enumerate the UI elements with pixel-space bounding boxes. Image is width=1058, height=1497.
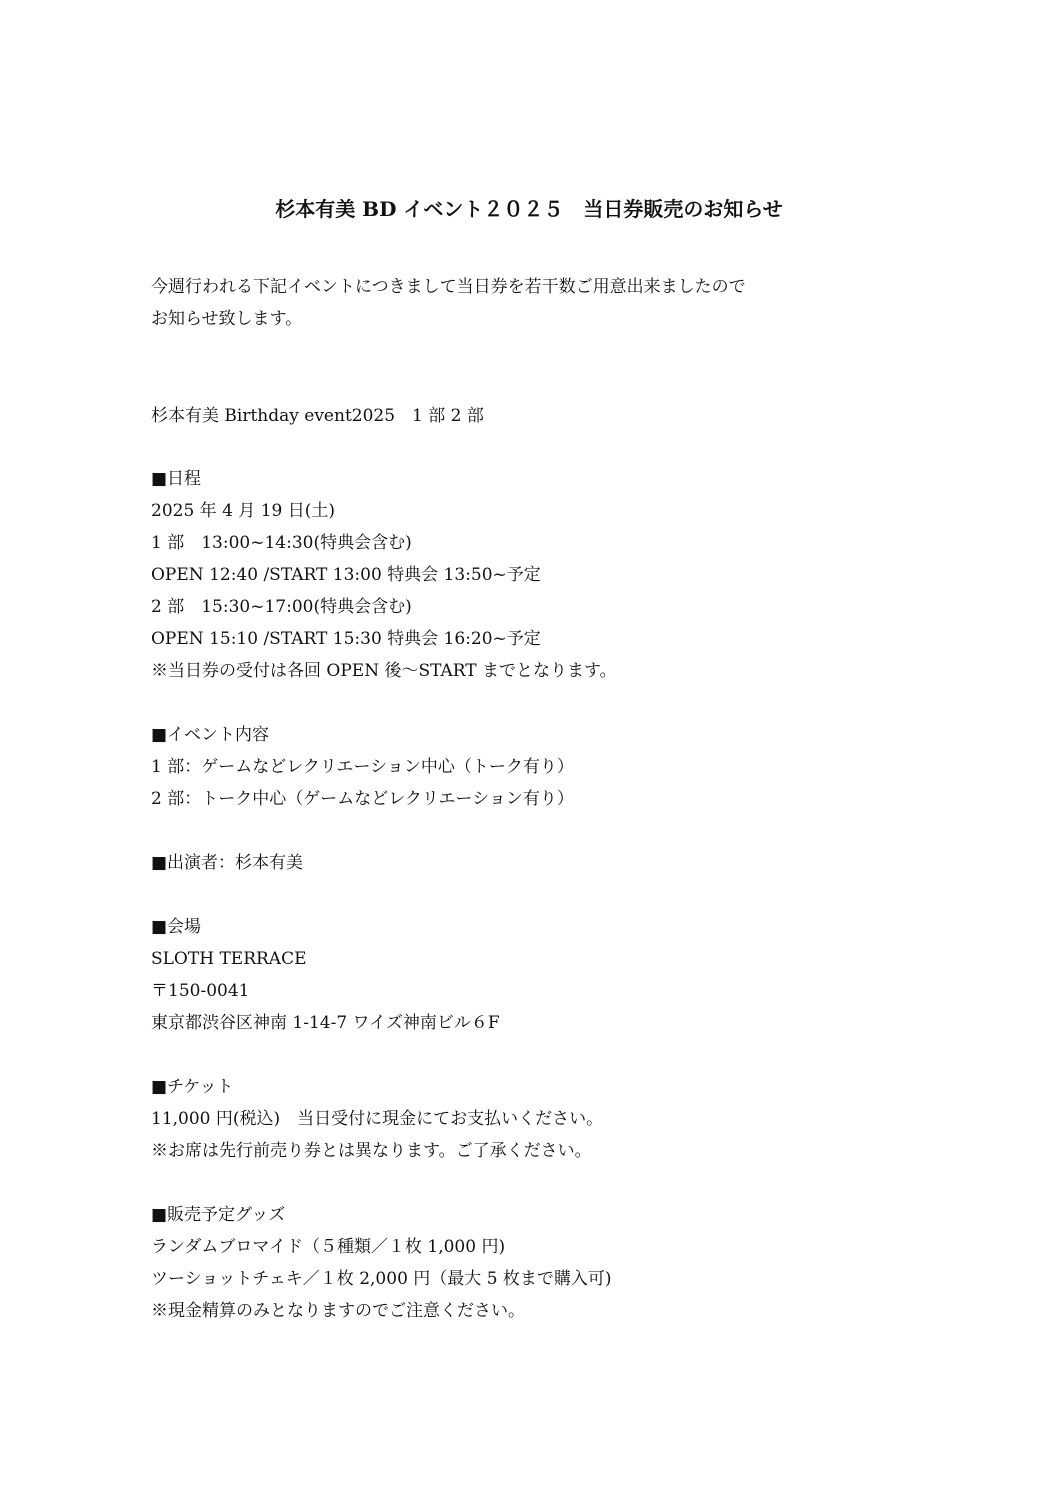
content-part2: 2 部：トーク中心（ゲームなどレクリエーション有り） xyxy=(151,789,574,809)
ticket-price: 11,000 円(税込) 当日受付に現金にてお支払いください。 xyxy=(151,1109,604,1129)
venue-address: 東京都渋谷区神南 1-14-7 ワイズ神南ビル６F xyxy=(151,1013,500,1033)
goods-note: ※現金精算のみとなりますのでご注意ください。 xyxy=(151,1301,525,1321)
content-part1: 1 部：ゲームなどレクリエーション中心（トーク有り） xyxy=(151,757,574,777)
venue-name: SLOTH TERRACE xyxy=(151,949,307,969)
goods-item-1: ランダムブロマイド（５種類／１枚 1,000 円) xyxy=(151,1237,506,1257)
schedule-heading: ■日程 xyxy=(151,469,202,489)
intro-line-2: お知らせ致します。 xyxy=(151,309,303,329)
venue-postal: 〒150-0041 xyxy=(151,981,250,1001)
content-heading: ■イベント内容 xyxy=(151,725,270,745)
goods-heading: ■販売予定グッズ xyxy=(151,1205,286,1225)
schedule-part1-time: 1 部 13:00~14:30(特典会含む) xyxy=(151,533,412,553)
event-name: 杉本有美 Birthday event2025 1 部 2 部 xyxy=(151,406,484,426)
performer-line: ■出演者：杉本有美 xyxy=(151,853,304,873)
ticket-heading: ■チケット xyxy=(151,1077,234,1097)
schedule-part1-open: OPEN 12:40 /START 13:00 特典会 13:50~予定 xyxy=(151,565,541,585)
schedule-note: ※当日券の受付は各回 OPEN 後〜START までとなります。 xyxy=(151,661,617,681)
page-title: 杉本有美 BD イベント２０２５ 当日券販売のお知らせ xyxy=(275,197,783,221)
schedule-date: 2025 年 4 月 19 日(土) xyxy=(151,501,335,521)
goods-item-2: ツーショットチェキ／１枚 2,000 円（最大 5 枚まで購入可) xyxy=(151,1269,612,1289)
intro-line-1: 今週行われる下記イベントにつきまして当日券を若干数ご用意出来ましたので xyxy=(151,277,746,297)
schedule-part2-time: 2 部 15:30~17:00(特典会含む) xyxy=(151,597,412,617)
venue-heading: ■会場 xyxy=(151,917,202,937)
ticket-note: ※お席は先行前売り券とは異なります。ご了承ください。 xyxy=(151,1141,592,1161)
schedule-part2-open: OPEN 15:10 /START 15:30 特典会 16:20~予定 xyxy=(151,629,541,649)
